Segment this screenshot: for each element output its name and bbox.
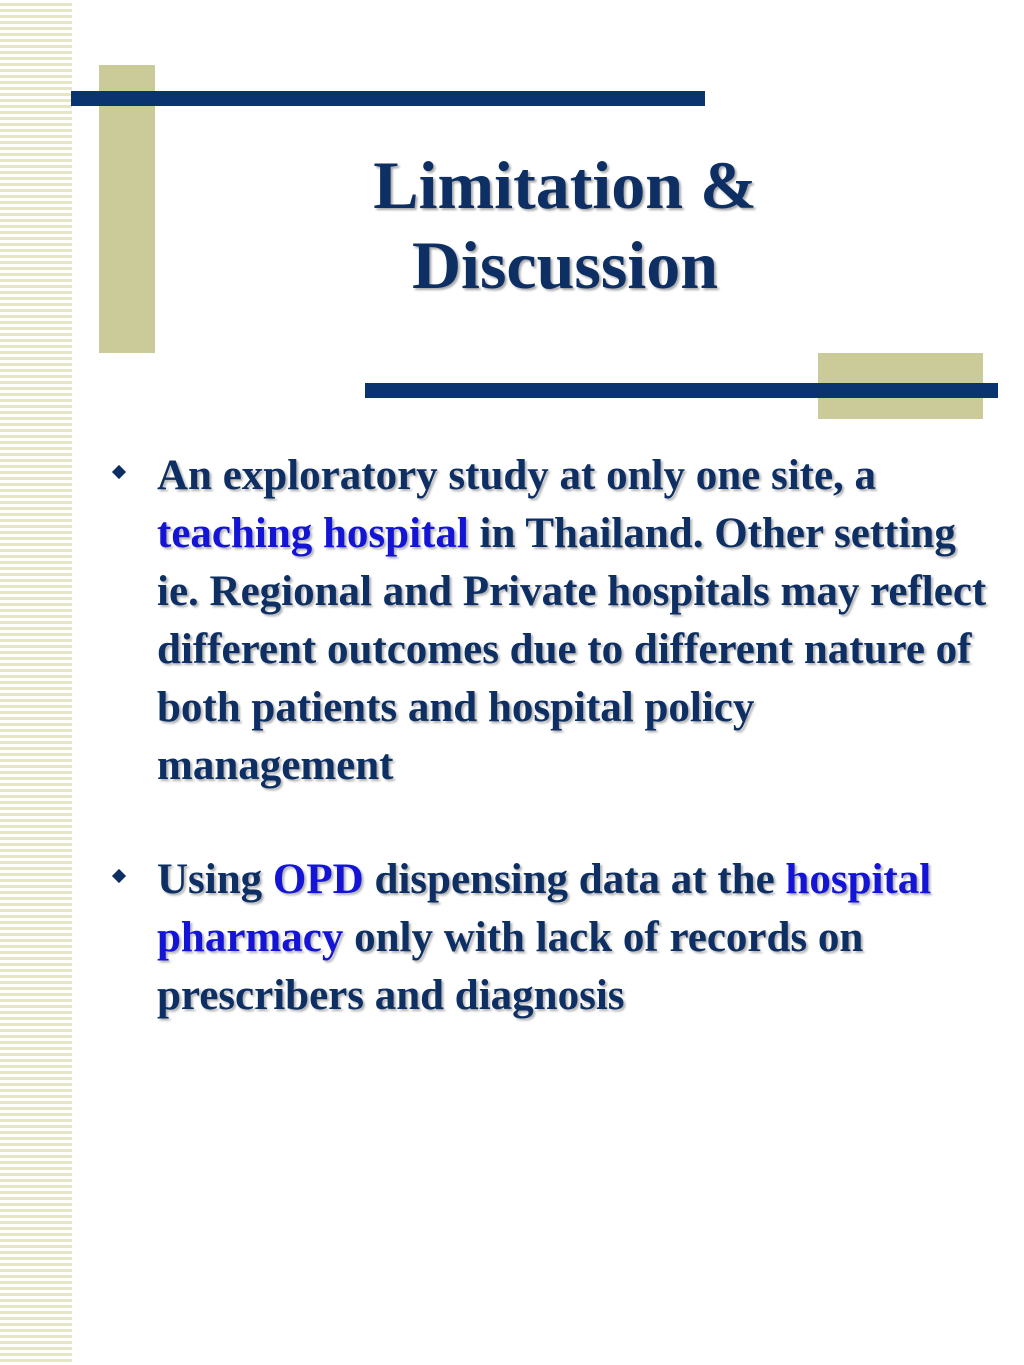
decor-block-left xyxy=(99,65,155,353)
slide-title xyxy=(200,145,930,305)
bullet-text-part: in Thailand. Other setting ie. Regional and Private hospitals may reflect different outcomes due to different nature of both patients and hospital policy management xyxy=(157,510,987,789)
bullet-text-part: only with lack of records on prescribers and diagnosis xyxy=(157,914,864,1019)
bullet-item xyxy=(110,447,990,795)
bullet-text xyxy=(157,452,986,789)
bullet-text xyxy=(157,856,931,1019)
bullet-text-part: An exploratory study at only one site, a xyxy=(157,452,877,499)
bullet-item xyxy=(110,851,990,1025)
diamond-bullet-icon xyxy=(112,465,126,479)
slide-title-line1: Limitation & xyxy=(373,147,757,223)
bullet-highlight: teaching hospital xyxy=(157,510,469,557)
striped-margin xyxy=(0,0,72,1365)
bullet-highlight: OPD xyxy=(272,856,364,903)
bullet-text-part: Using xyxy=(157,856,273,903)
bullet-highlight: hospital pharmacy xyxy=(157,856,932,961)
diamond-bullet-icon xyxy=(112,869,126,883)
slide-title-line2: Discussion xyxy=(411,227,719,303)
decor-bar-bottom xyxy=(365,383,998,398)
bullet-list xyxy=(110,447,990,1025)
decor-bar-top xyxy=(71,91,705,106)
bullet-text-part: dispensing data at the xyxy=(363,856,786,903)
